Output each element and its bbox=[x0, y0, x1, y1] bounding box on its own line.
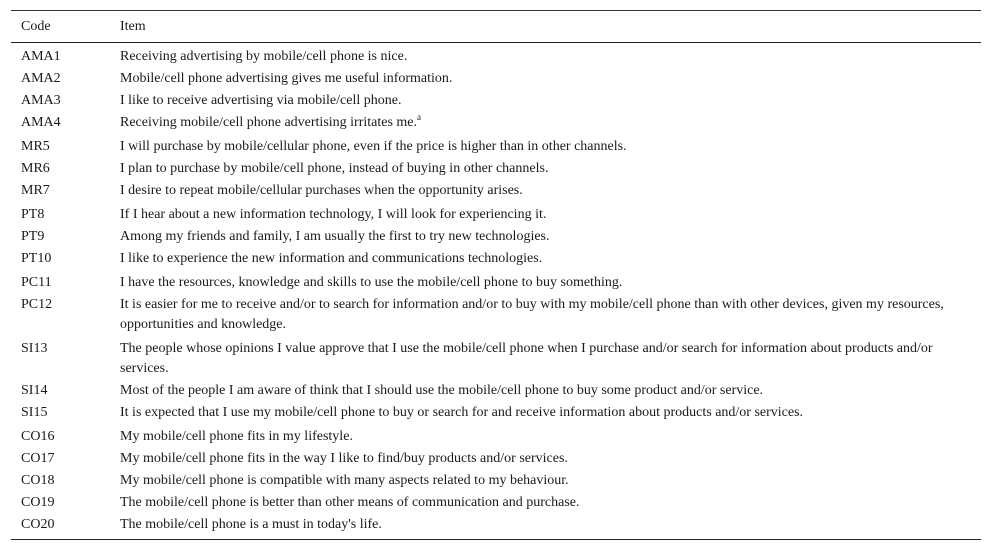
row-item: My mobile/cell phone is compatible with many aspects related to my behaviour. bbox=[120, 473, 569, 488]
table-row bbox=[11, 469, 981, 491]
row-item: Most of the people I am aware of think that I should use the mobile/cell phone to buy some product and/or service. bbox=[120, 383, 764, 398]
header-item: Item bbox=[120, 18, 146, 34]
row-item: Receiving advertising by mobile/cell phone is nice. bbox=[120, 49, 408, 64]
row-code: PT8 bbox=[21, 207, 45, 222]
row-item: I like to receive advertising via mobile/cell phone. bbox=[120, 93, 402, 108]
row-item: The mobile/cell phone is a must in today's life. bbox=[120, 517, 382, 532]
row-item: I have the resources, knowledge and skills to use the mobile/cell phone to buy something. bbox=[120, 275, 623, 290]
row-item: If I hear about a new information technology, I will look for experiencing it. bbox=[120, 207, 547, 222]
row-code: AMA1 bbox=[21, 49, 61, 64]
row-code: CO20 bbox=[21, 517, 55, 532]
table-row bbox=[11, 423, 981, 447]
table-row bbox=[11, 201, 981, 225]
row-code: AMA2 bbox=[21, 71, 61, 86]
row-code: AMA3 bbox=[21, 93, 61, 108]
footnote-marker: a bbox=[417, 112, 422, 122]
row-item: Among my friends and family, I am usually the first to try new technologies. bbox=[120, 229, 550, 244]
table-body bbox=[11, 43, 981, 540]
row-item: It is expected that I use my mobile/cell phone to buy or search for and receive information about products and/or services. bbox=[120, 405, 804, 420]
row-code: SI13 bbox=[21, 341, 48, 356]
row-item: The mobile/cell phone is better than other means of communication and purchase. bbox=[120, 495, 580, 510]
survey-items-table bbox=[11, 10, 981, 540]
table-row bbox=[11, 379, 981, 401]
row-code: PT10 bbox=[21, 251, 52, 266]
table-row bbox=[11, 335, 981, 379]
row-item: I desire to repeat mobile/cellular purchases when the opportunity arises. bbox=[120, 183, 523, 198]
row-item: The people whose opinions I value approve that I use the mobile/cell phone when I purchase and/or search for information about products and/or services. bbox=[120, 341, 933, 376]
table-row bbox=[11, 269, 981, 293]
table-row bbox=[11, 293, 981, 335]
row-item: My mobile/cell phone fits in my lifestyle. bbox=[120, 429, 353, 444]
table-row bbox=[11, 89, 981, 111]
table-row bbox=[11, 491, 981, 513]
row-item: I plan to purchase by mobile/cell phone, instead of buying in other channels. bbox=[120, 161, 549, 176]
table-row bbox=[11, 179, 981, 201]
row-code: PC11 bbox=[21, 275, 52, 290]
row-code: CO18 bbox=[21, 473, 55, 488]
row-code: CO16 bbox=[21, 429, 55, 444]
table-row bbox=[11, 43, 981, 68]
table-row bbox=[11, 67, 981, 89]
table-row bbox=[11, 247, 981, 269]
row-item: Mobile/cell phone advertising gives me useful information. bbox=[120, 71, 453, 86]
row-code: MR6 bbox=[21, 161, 50, 176]
table-container bbox=[11, 10, 981, 540]
table-row bbox=[11, 513, 981, 540]
row-item: It is easier for me to receive and/or to search for information and/or to buy with my mobile/cell phone than with other devices, given my resources, opportunities and knowledge. bbox=[120, 297, 944, 332]
row-item: My mobile/cell phone fits in the way I like to find/buy products and/or services. bbox=[120, 451, 568, 466]
row-item: I like to experience the new information and communications technologies. bbox=[120, 251, 543, 266]
table-row bbox=[11, 111, 981, 133]
row-item: I will purchase by mobile/cellular phone, even if the price is higher than in other channels. bbox=[120, 139, 627, 154]
table-row bbox=[11, 401, 981, 423]
row-code: AMA4 bbox=[21, 115, 61, 130]
table-row bbox=[11, 157, 981, 179]
table-row bbox=[11, 225, 981, 247]
table-row bbox=[11, 447, 981, 469]
header-code: Code bbox=[21, 18, 51, 34]
table-header-row bbox=[11, 11, 981, 43]
row-code: PT9 bbox=[21, 229, 45, 244]
row-item: Receiving mobile/cell phone advertising irritates me.$^a$ bbox=[120, 112, 422, 130]
table-row bbox=[11, 133, 981, 157]
row-code: SI14 bbox=[21, 383, 48, 398]
row-code: MR7 bbox=[21, 183, 50, 198]
row-code: MR5 bbox=[21, 139, 50, 154]
row-code: SI15 bbox=[21, 405, 48, 420]
row-code: PC12 bbox=[21, 297, 53, 312]
row-code: CO19 bbox=[21, 495, 55, 510]
row-code: CO17 bbox=[21, 451, 55, 466]
